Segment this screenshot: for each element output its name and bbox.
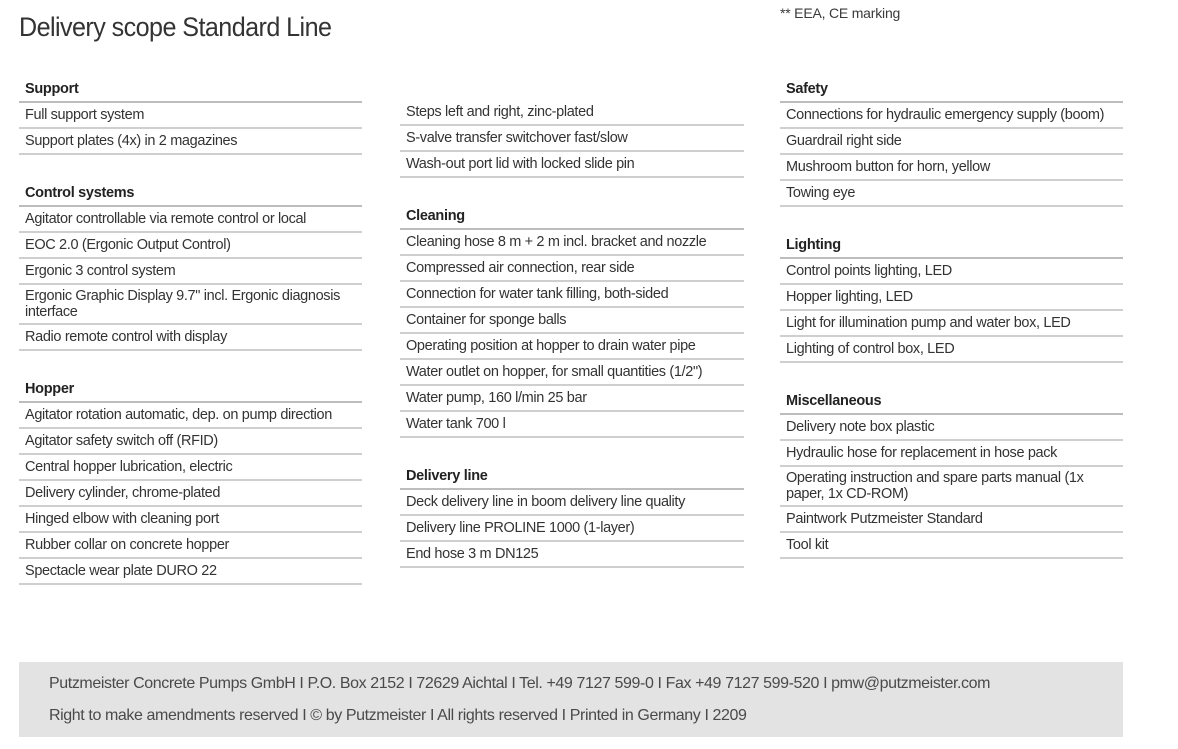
list-item: Water pump, 160 l/min 25 bar — [400, 386, 744, 412]
list-item: Spectacle wear plate DURO 22 — [19, 559, 362, 585]
list-item: Full support system — [19, 103, 362, 129]
list-item: Water tank 700 l — [400, 412, 744, 438]
list-item: Container for sponge balls — [400, 308, 744, 334]
list-item: Guardrail right side — [780, 129, 1123, 155]
list-item: Support plates (4x) in 2 magazines — [19, 129, 362, 155]
list-item: Tool kit — [780, 533, 1123, 559]
list-item: Delivery note box plastic — [780, 415, 1123, 441]
list-item: Wash-out port lid with locked slide pin — [400, 152, 744, 178]
list-item: Deck delivery line in boom delivery line quality — [400, 490, 744, 516]
list-item: Towing eye — [780, 181, 1123, 207]
footer — [19, 662, 1123, 737]
list-item: Water outlet on hopper, for small quantities (1/2") — [400, 360, 744, 386]
list-item: Paintwork Putzmeister Standard — [780, 507, 1123, 533]
column-2 — [400, 75, 744, 568]
list-item: Hydraulic hose for replacement in hose pack — [780, 441, 1123, 467]
section-heading-delivery-line: Delivery line — [400, 462, 744, 490]
list-item: Compressed air connection, rear side — [400, 256, 744, 282]
section-heading-safety: Safety — [780, 75, 1123, 103]
list-item: Radio remote control with display — [19, 325, 362, 351]
list-item: Lighting of control box, LED — [780, 337, 1123, 363]
section-heading-hopper: Hopper — [19, 375, 362, 403]
list-item: Connections for hydraulic emergency supply (boom) — [780, 103, 1123, 129]
footer-legal: Right to make amendments reserved I © by Putzmeister I All rights reserved I Printed in Germany I 2209 — [49, 707, 747, 724]
list-item: S-valve transfer switchover fast/slow — [400, 126, 744, 152]
list-item: Connection for water tank filling, both-sided — [400, 282, 744, 308]
list-item: EOC 2.0 (Ergonic Output Control) — [19, 233, 362, 259]
column-1 — [19, 75, 362, 585]
footer-contact: Putzmeister Concrete Pumps GmbH I P.O. Box 2152 I 72629 Aichtal I Tel. +49 7127 599-0 I Fax +49 7127 599-520 I pmw@putzmeister.com — [49, 675, 991, 692]
list-item: Light for illumination pump and water box, LED — [780, 311, 1123, 337]
list-item: Agitator rotation automatic, dep. on pump direction — [19, 403, 362, 429]
list-item: Delivery line PROLINE 1000 (1-layer) — [400, 516, 744, 542]
list-item: End hose 3 m DN125 — [400, 542, 744, 568]
list-item: Operating instruction and spare parts manual (1x paper, 1x CD-ROM) — [780, 467, 1123, 507]
list-item: Mushroom button for horn, yellow — [780, 155, 1123, 181]
list-item: Delivery cylinder, chrome-plated — [19, 481, 362, 507]
list-item: Central hopper lubrication, electric — [19, 455, 362, 481]
list-item: Agitator controllable via remote control or local — [19, 207, 362, 233]
list-item: Operating position at hopper to drain water pipe — [400, 334, 744, 360]
column-3 — [780, 75, 1123, 559]
section-heading-support: Support — [19, 75, 362, 103]
list-item: Control points lighting, LED — [780, 259, 1123, 285]
list-item: Hopper lighting, LED — [780, 285, 1123, 311]
section-heading-control-systems: Control systems — [19, 179, 362, 207]
list-item: Ergonic Graphic Display 9.7" incl. Ergonic diagnosis interface — [19, 285, 362, 325]
section-heading-lighting: Lighting — [780, 231, 1123, 259]
top-note: ** EEA, CE marking — [780, 5, 901, 21]
list-item: Agitator safety switch off (RFID) — [19, 429, 362, 455]
list-item: Rubber collar on concrete hopper — [19, 533, 362, 559]
section-heading-cleaning: Cleaning — [400, 202, 744, 230]
page-title: Delivery scope Standard Line — [19, 12, 332, 42]
list-item: Cleaning hose 8 m + 2 m incl. bracket and nozzle — [400, 230, 744, 256]
section-heading-miscellaneous: Miscellaneous — [780, 387, 1123, 415]
list-item: Steps left and right, zinc-plated — [400, 100, 744, 126]
list-item: Ergonic 3 control system — [19, 259, 362, 285]
list-item: Hinged elbow with cleaning port — [19, 507, 362, 533]
